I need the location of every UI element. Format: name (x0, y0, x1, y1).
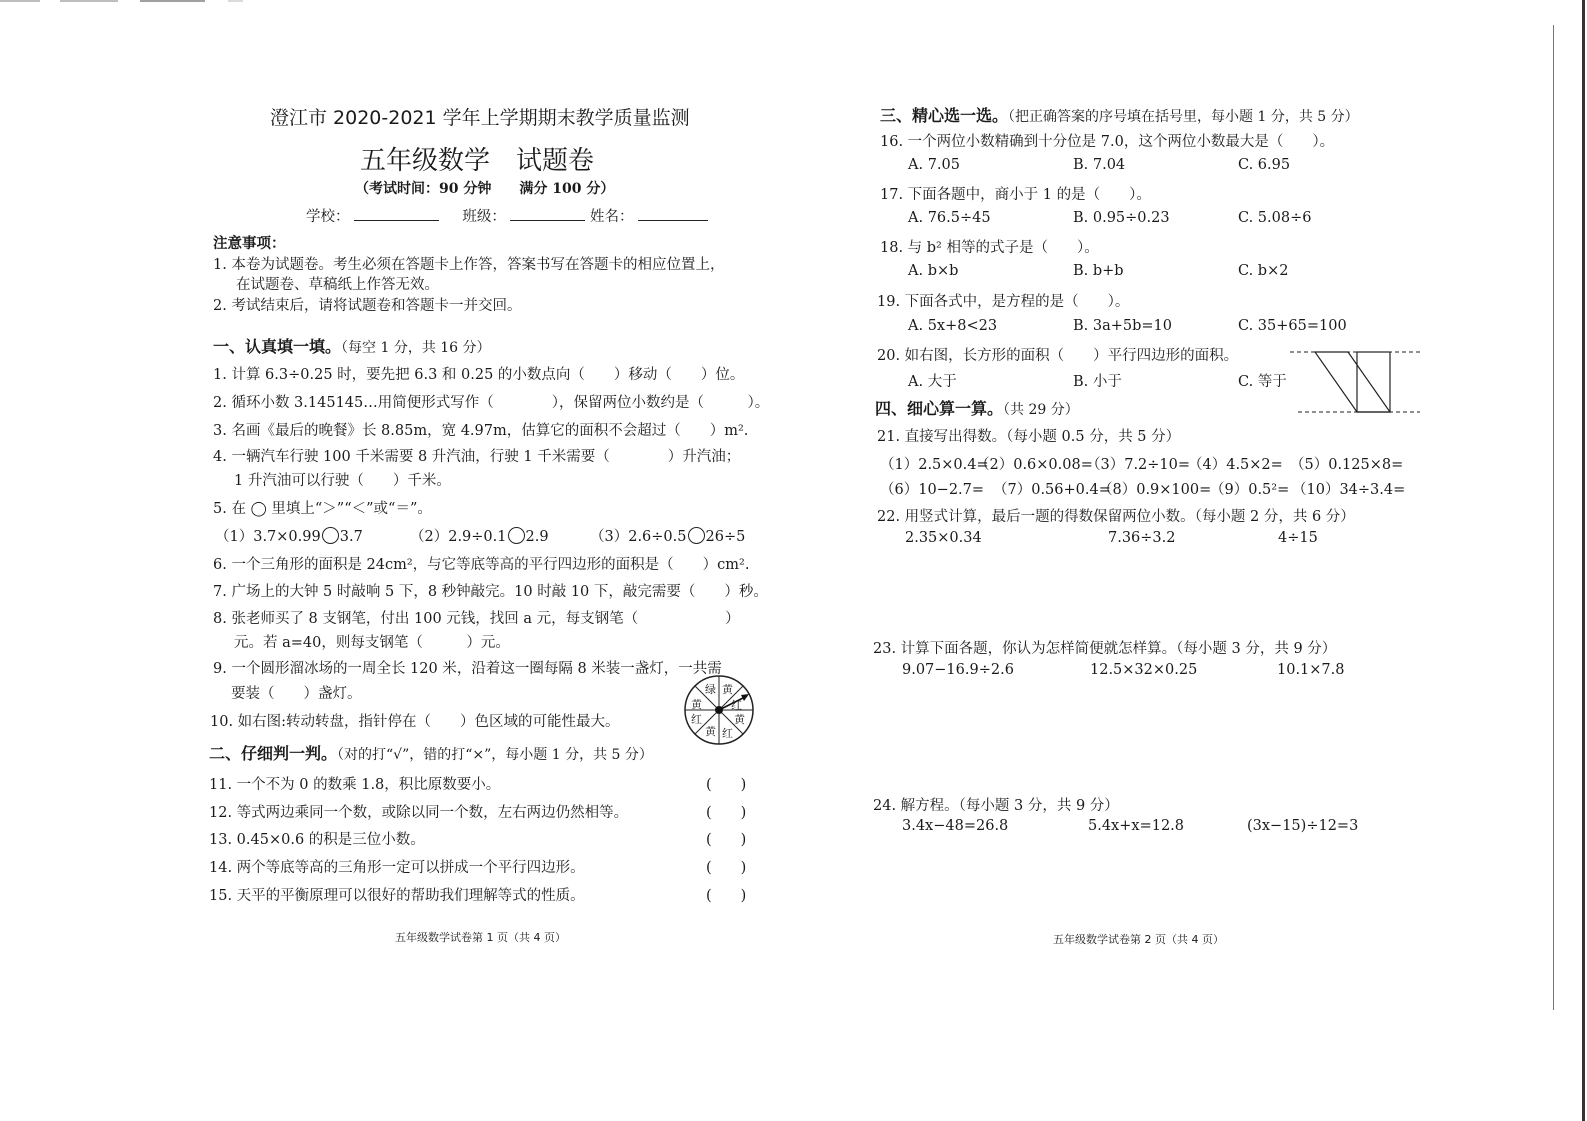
oral-calc: （5）0.125×8= (1290, 457, 1404, 473)
question-3: 3. 名画《最后的晚餐》长 8.85m，宽 4.97m，估算它的面积不会超过（ ）m². (213, 423, 749, 439)
answer-paren[interactable]: ( ) (706, 805, 747, 821)
judge-question-11: 11. 一个不为 0 的数乘 1.8，积比原数要小。 (209, 777, 501, 793)
question-23: 23. 计算下面各题，你认为怎样简便就怎样算。（每小题 3 分，共 9 分） (873, 641, 1337, 657)
question-5-part-1: （1）3.7×0.99 3.7 (215, 529, 363, 545)
option-b[interactable]: B. 3a+5b=10 (1073, 318, 1173, 334)
oral-calc: （4）4.5×2= (1188, 457, 1283, 473)
simplify-calc: 12.5×32×0.25 (1090, 662, 1198, 678)
oral-calc: （3）7.2÷10= (1086, 457, 1191, 473)
question-21: 21. 直接写出得数。（每小题 0.5 分，共 5 分） (877, 429, 1181, 445)
sector-label: 红 (731, 699, 742, 712)
sector-label: 红 (691, 713, 702, 726)
judge-question-15: 15. 天平的平衡原理可以很好的帮助我们理解等式的性质。 (209, 888, 585, 904)
oral-calc: （6）10−2.7= (880, 482, 985, 498)
question-2: 2. 循环小数 3.145145…用简便形式写作（ ），保留两位小数约是（ ）。 (213, 395, 770, 411)
section-3-title: 三、精心选一选。（把正确答案的序号填在括号里，每小题 1 分，共 5 分） (880, 106, 1359, 125)
scan-artifact (0, 0, 40, 2)
spinner-diagram (683, 674, 755, 746)
school-field[interactable] (354, 206, 439, 221)
section-2-title: 二、仔细判一判。（对的打“√”，错的打“×”，每小题 1 分，共 5 分） (209, 744, 653, 763)
oral-calc: （1）2.5×0.4= (880, 457, 989, 473)
sector-label: 黄 (734, 713, 745, 726)
page-edge-line (1553, 25, 1554, 1010)
question-10: 10. 如右图:转动转盘，指针停在（ ）色区域的可能性最大。 (210, 714, 620, 730)
notice-item: 1. 本卷为试题卷。考生必须在答题卡上作答，答案书写在答题卡的相应位置上， (213, 257, 725, 273)
answer-paren[interactable]: ( ) (706, 860, 747, 876)
vertical-calc: 2.35×0.34 (905, 530, 982, 546)
question-8: 8. 张老师买了 8 支钢笔，付出 100 元钱，找回 a 元，每支钢笔（ ） (213, 611, 740, 627)
choice-question-20: 20. 如右图，长方形的面积（ ）平行四边形的面积。 (877, 348, 1239, 364)
equation: 5.4x+x=12.8 (1088, 818, 1184, 834)
class-field[interactable] (510, 206, 585, 221)
choice-question-19: 19. 下面各式中，是方程的是（ ）。 (877, 294, 1130, 310)
vertical-calc: 7.36÷3.2 (1108, 530, 1176, 546)
notice-item: 在试题卷、草稿纸上作答无效。 (236, 277, 439, 293)
option-b[interactable]: B. b+b (1073, 263, 1124, 279)
page-footer: 五年级数学试卷第 1 页（共 4 页） (395, 931, 566, 944)
compare-circle[interactable] (688, 527, 705, 544)
question-4: 4. 一辆汽车行驶 100 千米需要 8 升汽油，行驶 1 千米需要（ ）升汽油； (213, 449, 741, 465)
parallelogram-rectangle-diagram (1290, 346, 1420, 416)
option-c[interactable]: C. 35+65=100 (1238, 318, 1347, 334)
option-c[interactable]: C. 5.08÷6 (1238, 210, 1312, 226)
question-5: 5. 在 ◯ 里填上“＞”“＜”或“＝”。 (213, 501, 432, 517)
option-b[interactable]: B. 0.95÷0.23 (1073, 210, 1170, 226)
question-5-part-2: （2）2.9÷0.1 2.9 (410, 529, 549, 545)
sector-label: 黄 (691, 698, 702, 711)
sector-label: 黄 (705, 725, 716, 738)
choice-question-16: 16. 一个两位小数精确到十分位是 7.0，这个两位小数最大是（ ）。 (880, 134, 1335, 150)
vertical-calc: 4÷15 (1278, 530, 1318, 546)
question-8-cont: 元。若 a=40，则每支钢笔（ ）元。 (234, 635, 510, 651)
answer-paren[interactable]: ( ) (706, 888, 747, 904)
question-5-part-3: （3）2.6÷0.5 26÷5 (590, 529, 746, 545)
notice-heading: 注意事项： (213, 235, 286, 252)
judge-question-13: 13. 0.45×0.6 的积是三位小数。 (209, 832, 425, 848)
scan-artifact (140, 0, 205, 2)
question-9: 9. 一个圆形溜冰场的一周全长 120 米，沿着这一圈每隔 8 米装一盏灯，一共需 (213, 661, 722, 677)
judge-question-14: 14. 两个等底等高的三角形一定可以拼成一个平行四边形。 (209, 860, 585, 876)
option-a[interactable]: A. 5x+8<23 (908, 318, 998, 334)
question-24: 24. 解方程。（每小题 3 分，共 9 分） (873, 798, 1119, 814)
oral-calc: （10）34÷3.4= (1292, 482, 1406, 498)
option-c[interactable]: C. 6.95 (1238, 157, 1291, 173)
scan-artifact (60, 0, 118, 2)
sector-label: 绿 (705, 683, 716, 696)
compare-circle[interactable] (508, 527, 525, 544)
exam-info: （考试时间：90 分钟 满分 100 分） (355, 181, 615, 197)
option-b[interactable]: B. 7.04 (1073, 157, 1126, 173)
scan-artifact (228, 0, 243, 2)
school-label: 学校： (306, 209, 350, 225)
oral-calc: （8）0.9×100= (1098, 482, 1212, 498)
simplify-calc: 9.07−16.9÷2.6 (902, 662, 1014, 678)
scan-border (1582, 0, 1585, 1121)
question-22: 22. 用竖式计算，最后一题的得数保留两位小数。（每小题 2 分，共 6 分） (877, 509, 1355, 525)
oral-calc: （9）0.5²= (1210, 482, 1290, 498)
page-footer: 五年级数学试卷第 2 页（共 4 页） (1053, 933, 1224, 946)
option-c[interactable]: C. b×2 (1238, 263, 1289, 279)
exam-title: 澄江市 2020-2021 学年上学期期末教学质量监测 (270, 107, 690, 129)
section-4-title: 四、细心算一算。（共 29 分） (875, 399, 1079, 418)
sector-label: 红 (722, 727, 733, 740)
question-7: 7. 广场上的大钟 5 时敲响 5 下，8 秒钟敲完。10 时敲 10 下，敲完需要（ ）秒。 (213, 584, 768, 600)
section-1-title: 一、认真填一填。（每空 1 分，共 16 分） (213, 337, 491, 356)
choice-question-18: 18. 与 b² 相等的式子是（ ）。 (880, 240, 1099, 256)
oral-calc: （7）0.56+0.4= (993, 482, 1111, 498)
compare-circle[interactable] (322, 527, 339, 544)
option-a[interactable]: A. 大于 (908, 374, 957, 390)
name-field[interactable] (638, 206, 708, 221)
question-4-cont: 1 升汽油可以行驶（ ）千米。 (234, 473, 451, 489)
option-a[interactable]: A. 7.05 (908, 157, 960, 173)
equation: 3.4x−48=26.8 (902, 818, 1009, 834)
choice-question-17: 17. 下面各题中，商小于 1 的是（ ）。 (880, 187, 1151, 203)
equation: (3x−15)÷12=3 (1247, 818, 1359, 834)
answer-paren[interactable]: ( ) (706, 832, 747, 848)
judge-question-12: 12. 等式两边乘同一个数，或除以同一个数，左右两边仍然相等。 (209, 805, 629, 821)
question-9-cont: 要装（ ）盏灯。 (231, 686, 362, 702)
name-label: 姓名： (590, 209, 634, 225)
student-info-fields (306, 205, 708, 226)
class-label: 班级： (462, 209, 506, 225)
notice-item: 2. 考试结束后，请将试题卷和答题卡一并交回。 (213, 298, 522, 314)
simplify-calc: 10.1×7.8 (1277, 662, 1345, 678)
sector-label: 黄 (722, 683, 733, 696)
option-a[interactable]: A. 76.5÷45 (908, 210, 991, 226)
oral-calc: （2）0.6×0.08= (975, 457, 1093, 473)
question-6: 6. 一个三角形的面积是 24cm²，与它等底等高的平行四边形的面积是（ ）cm². (213, 557, 750, 573)
option-c[interactable]: C. 等于 (1238, 374, 1287, 390)
option-a[interactable]: A. b×b (908, 263, 959, 279)
option-b[interactable]: B. 小于 (1073, 374, 1122, 390)
exam-subtitle: 五年级数学 试题卷 (360, 146, 595, 176)
answer-paren[interactable]: ( ) (706, 777, 747, 793)
question-1: 1. 计算 6.3÷0.25 时，要先把 6.3 和 0.25 的小数点向（ ）移动（ ）位。 (213, 367, 745, 383)
